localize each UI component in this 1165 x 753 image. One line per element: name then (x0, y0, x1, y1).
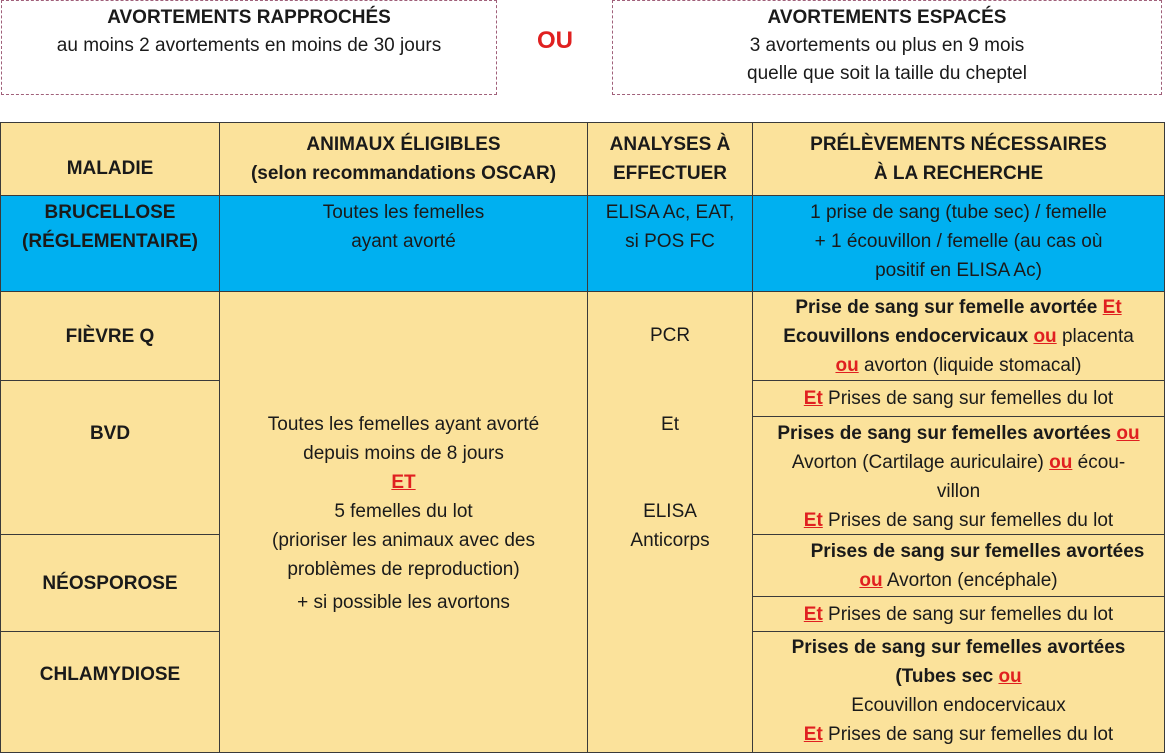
prelev-neo-lot-text: Prises de sang sur femelles du lot (822, 603, 1114, 625)
prelev-bvd-ou2: ou (1049, 452, 1073, 473)
brucellose-prelev-line3: positif en ELISA Ac) (875, 260, 1042, 281)
header-analyses-line1: ANALYSES À (609, 134, 731, 155)
chlamydiose-name-cell (0, 631, 220, 753)
header-animaux-line2: (selon recommandations OSCAR) (250, 163, 557, 184)
prelev-chlam-line1: Prises de sang sur femelles avortées (791, 637, 1126, 658)
brucellose-analyses-line1: ELISA Ac, EAT, (605, 202, 735, 223)
brucellose-analyses-line2: si POS FC (625, 231, 715, 252)
prelev-bvd-line2: Avorton (Cartilage auriculaire) (791, 452, 1050, 473)
brucellose-name-cell (0, 195, 220, 292)
shared-animaux-line3: 5 femelles du lot (334, 501, 473, 522)
prelev-neosporose-cell (752, 534, 1165, 597)
prelev-fievre-lot-text: Prises de sang sur femelles du lot (822, 388, 1114, 409)
prelev-fievre-ou2: ou (835, 355, 859, 376)
analyses-pcr: PCR (649, 325, 691, 346)
avortements-rapproches-box (1, 0, 497, 95)
brucellose-prelev-line2: + 1 écouvillon / femelle (au cas où (814, 231, 1103, 252)
prelev-chlam-line3: Ecouvillon endocervicaux (851, 695, 1066, 716)
header-analyses-line2: EFFECTUER (613, 163, 727, 184)
prelev-bvd-ecou: écou- (1072, 452, 1126, 473)
prelev-bvd-lot-text: Prises de sang sur femelles du lot (822, 510, 1114, 531)
shared-animaux-line2: depuis moins de 8 jours (303, 443, 504, 464)
shared-animaux-line5: problèmes de reproduction) (287, 559, 520, 580)
header-maladie-label: MALADIE (66, 158, 154, 179)
bvd-name-cell (0, 380, 220, 535)
espaces-description-1: 3 avortements ou plus en 9 mois (749, 35, 1025, 56)
prelev-fievre-ou1: ou (1033, 326, 1057, 347)
fievre-q-name-cell (0, 291, 220, 381)
rapproches-title: AVORTEMENTS RAPPROCHÉS (107, 7, 391, 28)
shared-animaux-line4: (prioriser les animaux avec des (272, 530, 535, 551)
shared-animaux-line1: Toutes les femelles ayant avorté (267, 414, 540, 435)
header-animaux-line1: ANIMAUX ÉLIGIBLES (306, 134, 501, 155)
prelev-fievre-lot-et: Et (803, 388, 823, 409)
analyses-et: Et (661, 414, 679, 435)
prelev-chlam-lot-text: Prises de sang sur femelles du lot (822, 724, 1114, 745)
espaces-description-2: quelle que soit la taille du cheptel (747, 63, 1027, 84)
shared-animaux-et: ET (391, 472, 416, 493)
prelev-fievre-q-cell (752, 291, 1165, 381)
header-prelev-line2: À LA RECHERCHE (873, 163, 1044, 184)
prelev-chlam-lot-et: Et (803, 724, 823, 745)
prelev-neo-line1: Prises de sang sur femelles avortées (810, 541, 1145, 562)
neosporose-name-cell (0, 534, 220, 632)
neosporose-name: NÉOSPOROSE (42, 572, 178, 594)
chlamydiose-name: CHLAMYDIOSE (39, 664, 181, 685)
analyses-elisa: ELISA (643, 501, 697, 522)
prelev-chlam-line2: (Tubes sec (895, 666, 999, 687)
brucellose-prelev-line1: 1 prise de sang (tube sec) / femelle (810, 202, 1107, 223)
bvd-name: BVD (89, 423, 131, 444)
brucellose-animaux-cell (219, 195, 588, 292)
prelev-bvd-villon: villon (936, 481, 981, 502)
ou-label: OU (537, 27, 573, 54)
prelev-fievre-line1: Prise de sang sur femelle avortée (795, 297, 1103, 318)
brucellose-animaux-line2: ayant avorté (351, 231, 456, 252)
shared-animaux-cell (219, 291, 588, 753)
prelev-chlamydiose-cell (752, 631, 1165, 753)
header-prelev-line1: PRÉLÈVEMENTS NÉCESSAIRES (810, 134, 1107, 155)
prelev-neo-lot-et: Et (803, 603, 823, 625)
brucellose-name-line2: (RÉGLEMENTAIRE) (22, 231, 198, 252)
prelev-bvd-ou1: ou (1116, 423, 1140, 444)
prelev-bvd-line1: Prises de sang sur femelles avortées (777, 423, 1117, 444)
prelev-bvd-cell (752, 416, 1165, 535)
brucellose-analyses-cell (587, 195, 753, 292)
espaces-title: AVORTEMENTS ESPACÉS (767, 7, 1007, 28)
prelev-fievre-placenta: placenta (1056, 326, 1134, 347)
header-maladie (0, 122, 220, 196)
header-animaux (219, 122, 588, 196)
brucellose-animaux-line1: Toutes les femelles (322, 202, 485, 223)
prelev-bvd-lot-et: Et (803, 510, 823, 531)
brucellose-name-line1: BRUCELLOSE (44, 202, 176, 223)
fievre-q-name: FIÈVRE Q (65, 325, 155, 347)
brucellose-prelev-cell (752, 195, 1165, 292)
prelev-neo-ou: ou (859, 570, 883, 591)
prelev-fievre-line3: avorton (liquide stomacal) (858, 355, 1082, 376)
rapproches-description: au moins 2 avortements en moins de 30 jours (56, 35, 442, 56)
shared-animaux-line6: + si possible les avortons (297, 592, 510, 613)
prelev-fievre-line2: Ecouvillons endocervicaux (783, 326, 1034, 347)
avortements-espaces-box (612, 0, 1162, 95)
prelev-neosporose-lot-cell (752, 596, 1165, 632)
prelev-fievre-lot-cell (752, 380, 1165, 417)
shared-analyses-cell (587, 291, 753, 753)
prelev-fievre-et: Et (1102, 297, 1122, 318)
prelev-neo-line2: Avorton (encéphale) (882, 570, 1058, 591)
analyses-anticorps: Anticorps (630, 530, 710, 551)
header-analyses (587, 122, 753, 196)
prelev-chlam-ou: ou (998, 666, 1022, 687)
header-prelevements (752, 122, 1165, 196)
